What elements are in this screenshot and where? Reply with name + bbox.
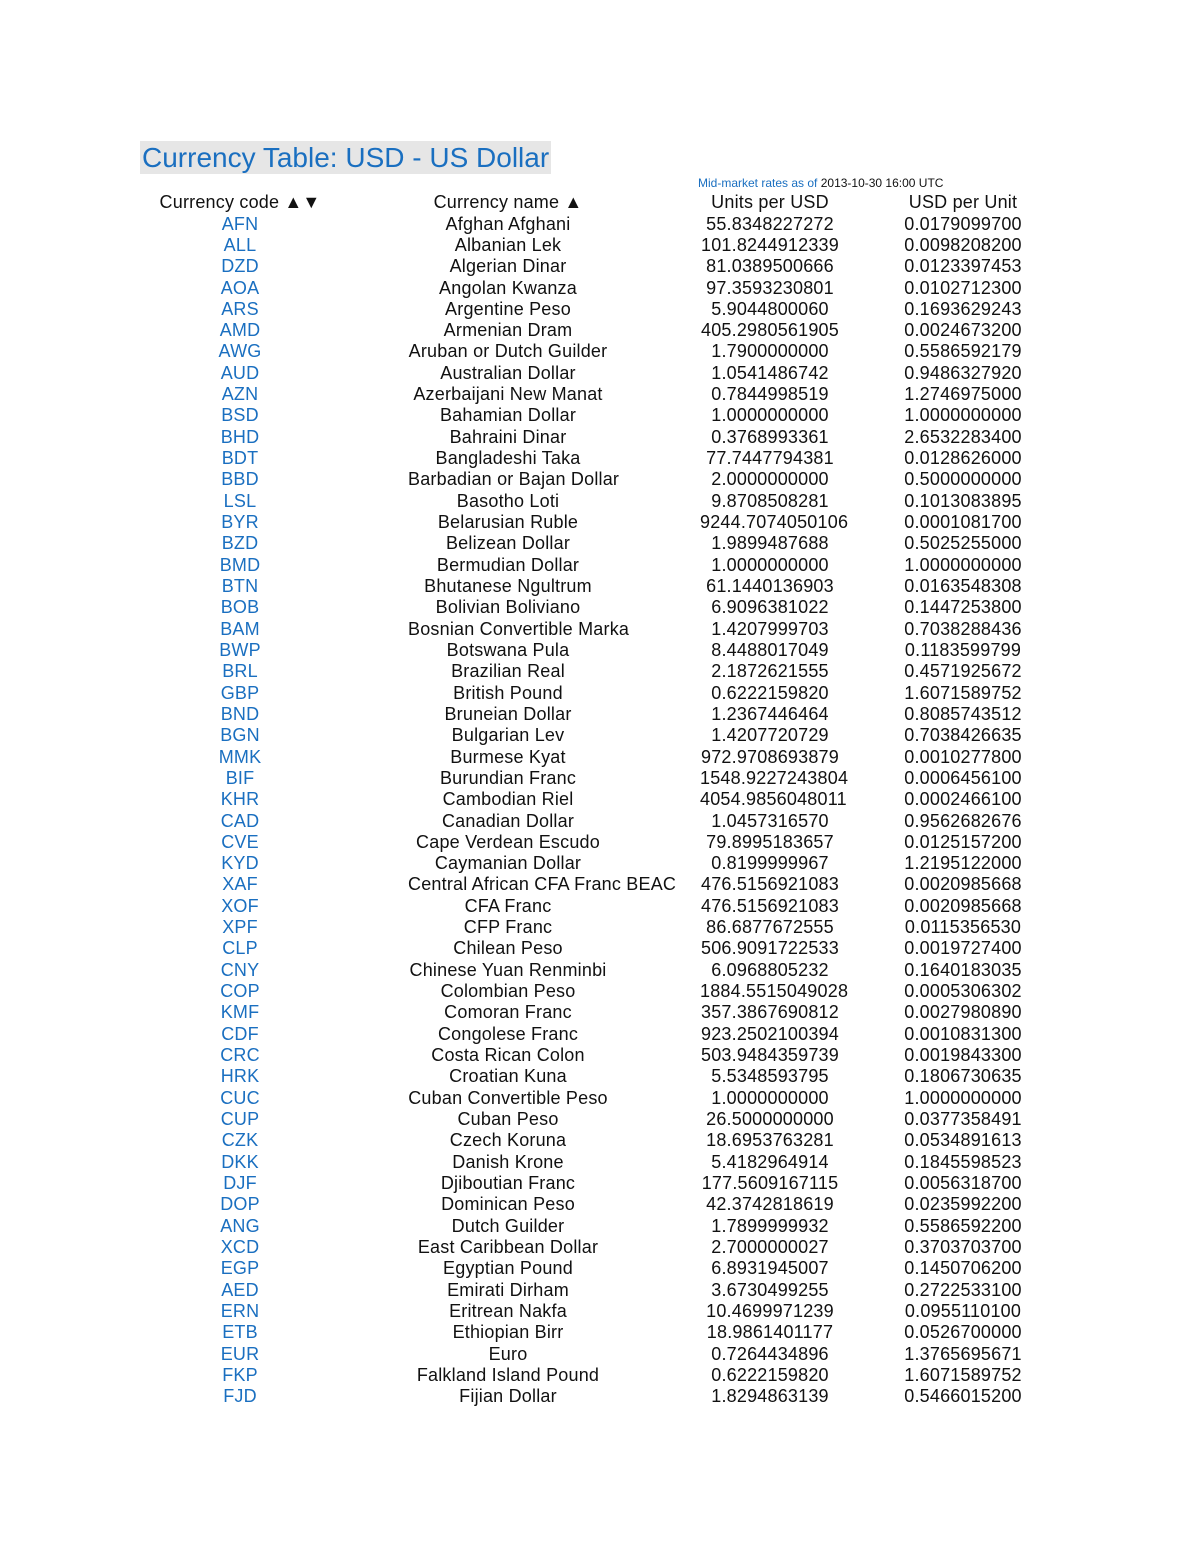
currency-name: Basotho Loti xyxy=(456,490,560,511)
table-row xyxy=(140,1024,1060,1045)
table-row xyxy=(140,640,1060,661)
units-per-usd: 1.9899487688 xyxy=(711,533,829,554)
table-row xyxy=(140,320,1060,341)
rates-timestamp-value: 2013-10-30 16:00 UTC xyxy=(820,176,944,190)
usd-per-unit: 0.0534891613 xyxy=(904,1130,1022,1151)
currency-name: Canadian Dollar xyxy=(441,810,575,831)
table-row xyxy=(140,704,1060,725)
currency-name: Bruneian Dollar xyxy=(444,703,572,724)
table-row xyxy=(140,1258,1060,1279)
currency-code-link[interactable]: BZD xyxy=(221,533,259,554)
table-row xyxy=(140,981,1060,1002)
units-per-usd: 1.7899999932 xyxy=(711,1215,829,1236)
currency-name: Cape Verdean Escudo xyxy=(416,831,600,852)
currency-name: Dominican Peso xyxy=(441,1194,575,1215)
currency-code-link[interactable]: BDT xyxy=(221,448,259,468)
table-row xyxy=(140,1301,1060,1322)
currency-code-link[interactable]: BMD xyxy=(219,554,261,575)
currency-name: Afghan Afghani xyxy=(445,213,571,234)
table-row xyxy=(140,683,1060,704)
currency-code-link[interactable]: XAF xyxy=(222,874,258,895)
currency-code-link[interactable]: BYR xyxy=(221,512,259,532)
currency-code-link[interactable]: AZN xyxy=(221,384,259,405)
currency-code-link[interactable]: DJF xyxy=(223,1172,257,1193)
currency-code-link[interactable]: AOA xyxy=(220,277,260,298)
currency-name: Australian Dollar xyxy=(440,362,576,383)
table-row xyxy=(140,512,1060,533)
units-per-usd: 2.0000000000 xyxy=(711,469,829,490)
currency-name: Angolan Kwanza xyxy=(439,277,577,298)
table-row xyxy=(140,576,1060,597)
units-per-usd: 2.1872621555 xyxy=(711,661,829,682)
table-row xyxy=(140,1066,1060,1087)
currency-name: Bahamian Dollar xyxy=(439,405,577,426)
currency-code-link[interactable]: ANG xyxy=(220,1215,260,1236)
usd-per-unit: 0.5000000000 xyxy=(904,469,1022,490)
currency-name: CFP Franc xyxy=(463,917,553,938)
table-row xyxy=(140,469,1060,490)
currency-name: Colombian Peso xyxy=(440,981,576,1001)
units-per-usd: 1.7900000000 xyxy=(711,341,829,362)
currency-name: Congolese Franc xyxy=(437,1023,579,1044)
currency-code-link[interactable]: BWP xyxy=(219,639,261,660)
table-row xyxy=(140,725,1060,746)
currency-name: Cuban Peso xyxy=(457,1108,559,1129)
rates-timestamp-label: Mid-market rates as of xyxy=(698,176,818,190)
currency-name: Belizean Dollar xyxy=(445,533,571,554)
units-per-usd: 923.2502100394 xyxy=(701,1023,839,1044)
usd-per-unit: 0.0102712300 xyxy=(904,277,1022,298)
units-per-usd: 2.7000000027 xyxy=(711,1236,829,1257)
table-row xyxy=(140,896,1060,917)
units-per-usd: 506.9091722533 xyxy=(701,938,839,959)
table-row xyxy=(140,853,1060,874)
currency-code-link[interactable]: EUR xyxy=(220,1343,260,1364)
units-per-usd: 101.8244912339 xyxy=(701,234,839,255)
currency-code-link[interactable]: MMK xyxy=(218,746,262,767)
usd-per-unit: 0.0377358491 xyxy=(904,1108,1022,1129)
currency-code-link[interactable]: ARS xyxy=(221,298,259,319)
currency-code-link[interactable]: CRC xyxy=(220,1045,260,1065)
currency-name: Cuban Convertible Peso xyxy=(408,1087,608,1108)
units-per-usd: 405.2980561905 xyxy=(701,320,839,341)
usd-per-unit: 0.0235992200 xyxy=(904,1194,1022,1215)
currency-code-link[interactable]: GBP xyxy=(220,682,260,703)
currency-name: Czech Koruna xyxy=(449,1130,567,1151)
currency-name: Bulgarian Lev xyxy=(451,725,565,746)
usd-per-unit: 0.1640183035 xyxy=(904,959,1022,980)
header-currency-code-label: Currency code xyxy=(159,192,280,212)
usd-per-unit: 1.3765695671 xyxy=(904,1343,1022,1364)
table-row xyxy=(140,299,1060,320)
currency-name: Bosnian Convertible Marka xyxy=(408,618,630,639)
currency-name: Barbadian or Bajan Dollar xyxy=(408,469,620,490)
units-per-usd: 1.0457316570 xyxy=(711,810,829,831)
currency-code-link[interactable]: COP xyxy=(220,981,260,1001)
currency-code-link[interactable]: AMD xyxy=(219,320,261,341)
currency-name: Cambodian Riel xyxy=(442,789,574,810)
table-row xyxy=(140,427,1060,448)
usd-per-unit: 0.0010277800 xyxy=(904,746,1022,767)
units-per-usd: 1.4207999703 xyxy=(711,618,829,639)
usd-per-unit: 0.9562682676 xyxy=(904,810,1022,831)
units-per-usd: 5.4182964914 xyxy=(711,1151,829,1172)
units-per-usd: 97.3593230801 xyxy=(706,277,834,298)
currency-code-link[interactable]: LSL xyxy=(223,490,257,511)
units-per-usd: 5.5348593795 xyxy=(711,1066,829,1087)
table-row xyxy=(140,1386,1060,1407)
units-per-usd: 1884.5515049028 xyxy=(700,981,849,1001)
currency-code-link[interactable]: CUC xyxy=(220,1087,260,1108)
table-row xyxy=(140,341,1060,362)
usd-per-unit: 0.0020985668 xyxy=(904,874,1022,895)
usd-per-unit: 0.1013083895 xyxy=(904,490,1022,511)
currency-code-link[interactable]: KMF xyxy=(220,1002,260,1023)
currency-name: CFA Franc xyxy=(464,895,552,916)
table-row xyxy=(140,874,1060,895)
table-row xyxy=(140,235,1060,256)
units-per-usd: 9244.7074050106 xyxy=(700,512,849,532)
units-per-usd: 6.0968805232 xyxy=(711,959,829,980)
units-per-usd: 0.8199999967 xyxy=(711,853,829,874)
units-per-usd: 476.5156921083 xyxy=(701,874,839,895)
currency-name: Comoran Franc xyxy=(444,1002,572,1023)
table-row xyxy=(140,384,1060,405)
currency-code-link[interactable]: KHR xyxy=(220,789,260,810)
usd-per-unit: 0.8085743512 xyxy=(904,703,1022,724)
currency-name: Chilean Peso xyxy=(453,938,563,959)
table-row xyxy=(140,491,1060,512)
currency-name: Bhutanese Ngultrum xyxy=(424,575,592,596)
units-per-usd: 5.9044800060 xyxy=(711,298,829,319)
usd-per-unit: 0.0002466100 xyxy=(904,789,1022,810)
currency-code-link[interactable]: FJD xyxy=(223,1386,257,1407)
usd-per-unit: 0.0001081700 xyxy=(904,512,1022,532)
currency-code-link[interactable]: BBD xyxy=(221,469,259,490)
usd-per-unit: 0.2722533100 xyxy=(904,1279,1022,1300)
table-row xyxy=(140,448,1060,469)
units-per-usd: 177.5609167115 xyxy=(701,1172,839,1193)
currency-name: Albanian Lek xyxy=(454,234,562,255)
units-per-usd: 503.9484359739 xyxy=(701,1045,839,1065)
usd-per-unit: 0.0125157200 xyxy=(904,831,1022,852)
units-per-usd: 1.4207720729 xyxy=(711,725,829,746)
currency-code-link[interactable]: XOF xyxy=(221,895,259,916)
units-per-usd: 4054.9856048011 xyxy=(700,789,847,810)
usd-per-unit: 0.0024673200 xyxy=(904,320,1022,341)
units-per-usd: 18.9861401177 xyxy=(706,1322,834,1343)
usd-per-unit: 1.6071589752 xyxy=(904,1364,1022,1385)
units-per-usd: 26.5000000000 xyxy=(706,1108,834,1129)
currency-name: Armenian Dram xyxy=(443,320,573,341)
table-row xyxy=(140,747,1060,768)
table-row xyxy=(140,1237,1060,1258)
usd-per-unit: 0.0006456100 xyxy=(904,767,1022,788)
table-row xyxy=(140,1152,1060,1173)
table-row xyxy=(140,1216,1060,1237)
units-per-usd: 0.6222159820 xyxy=(711,682,829,703)
units-per-usd: 1548.9227243804 xyxy=(700,767,849,788)
table-row xyxy=(140,619,1060,640)
currency-name: Ethiopian Birr xyxy=(452,1322,564,1343)
currency-code-link[interactable]: BGN xyxy=(220,725,260,746)
header-currency-name xyxy=(408,192,608,213)
currency-code-link[interactable]: ETB xyxy=(222,1322,258,1343)
usd-per-unit: 0.0020985668 xyxy=(904,895,1022,916)
usd-per-unit: 0.5025255000 xyxy=(904,533,1022,554)
currency-code-link[interactable]: CZK xyxy=(221,1130,259,1151)
table-row xyxy=(140,768,1060,789)
units-per-usd: 3.6730499255 xyxy=(711,1279,829,1300)
units-per-usd: 0.7264434896 xyxy=(711,1343,829,1364)
usd-per-unit: 0.1693629243 xyxy=(904,298,1022,319)
usd-per-unit: 1.6071589752 xyxy=(904,682,1022,703)
currency-code-link[interactable]: CAD xyxy=(220,810,260,831)
table-row xyxy=(140,1280,1060,1301)
currency-name: Eritrean Nakfa xyxy=(449,1300,567,1321)
usd-per-unit: 0.0005306302 xyxy=(904,981,1022,1001)
units-per-usd: 476.5156921083 xyxy=(701,895,839,916)
usd-per-unit: 1.2746975000 xyxy=(904,384,1022,405)
usd-per-unit: 0.0056318700 xyxy=(904,1172,1022,1193)
usd-per-unit: 0.5586592179 xyxy=(904,341,1022,362)
currency-name: Caymanian Dollar xyxy=(434,853,582,874)
usd-per-unit: 0.0163548308 xyxy=(904,575,1022,596)
table-row xyxy=(140,597,1060,618)
usd-per-unit: 1.0000000000 xyxy=(904,405,1022,426)
table-row xyxy=(140,1130,1060,1151)
usd-per-unit: 1.0000000000 xyxy=(904,554,1022,575)
units-per-usd: 1.0541486742 xyxy=(711,362,829,383)
currency-name: Fijian Dollar xyxy=(459,1386,557,1407)
units-per-usd: 1.0000000000 xyxy=(711,1087,829,1108)
currency-code-link[interactable]: HRK xyxy=(220,1066,260,1087)
usd-per-unit: 1.0000000000 xyxy=(904,1087,1022,1108)
units-per-usd: 1.0000000000 xyxy=(711,554,829,575)
table-row xyxy=(140,811,1060,832)
currency-code-link[interactable]: EGP xyxy=(220,1258,260,1279)
usd-per-unit: 0.0955110100 xyxy=(904,1300,1022,1321)
currency-code-link[interactable]: BIF xyxy=(225,767,255,788)
currency-name: Emirati Dirham xyxy=(447,1279,569,1300)
usd-per-unit: 0.3703703700 xyxy=(904,1236,1022,1257)
header-currency-name-label: Currency name xyxy=(433,192,560,212)
units-per-usd: 1.0000000000 xyxy=(711,405,829,426)
sort-code-icon[interactable]: ▲▼ xyxy=(284,192,321,212)
usd-per-unit: 0.0179099700 xyxy=(904,213,1022,234)
currency-code-link[interactable]: BRL xyxy=(222,661,258,682)
sort-name-icon[interactable]: ▲ xyxy=(564,192,583,212)
usd-per-unit: 0.0115356530 xyxy=(904,917,1022,938)
currency-name: Dutch Guilder xyxy=(451,1215,565,1236)
currency-code-link[interactable]: BND xyxy=(220,703,260,724)
currency-name: Croatian Kuna xyxy=(449,1066,567,1087)
table-row xyxy=(140,917,1060,938)
units-per-usd: 1.2367446464 xyxy=(711,703,829,724)
currency-code-link[interactable]: BOB xyxy=(220,597,260,618)
header-currency-code xyxy=(140,192,340,213)
currency-code-link[interactable]: BHD xyxy=(220,426,260,447)
table-row xyxy=(140,1365,1060,1386)
currency-name: Bahraini Dinar xyxy=(449,426,567,447)
units-per-usd: 6.9096381022 xyxy=(711,597,829,618)
currency-name: Bolivian Boliviano xyxy=(435,597,581,618)
currency-name: Botswana Pula xyxy=(446,639,570,660)
currency-name: Falkland Island Pound xyxy=(416,1364,600,1385)
table-row xyxy=(140,661,1060,682)
currency-code-link[interactable]: AWG xyxy=(218,341,262,362)
units-per-usd: 8.4488017049 xyxy=(711,639,829,660)
currency-code-link[interactable]: FKP xyxy=(222,1364,258,1385)
currency-code-link[interactable]: BAM xyxy=(220,618,260,639)
usd-per-unit: 0.1183599799 xyxy=(904,639,1022,660)
currency-name: East Caribbean Dollar xyxy=(417,1236,599,1257)
table-row xyxy=(140,938,1060,959)
currency-name: Chinese Yuan Renminbi xyxy=(409,959,607,980)
table-row xyxy=(140,1173,1060,1194)
currency-name: British Pound xyxy=(453,682,563,703)
currency-code-link[interactable]: DOP xyxy=(220,1194,260,1215)
usd-per-unit: 0.0019727400 xyxy=(904,938,1022,959)
table-row xyxy=(140,1322,1060,1343)
page-title: Currency Table: USD - US Dollar xyxy=(142,142,550,173)
table-row xyxy=(140,1045,1060,1066)
currency-name: Bangladeshi Taka xyxy=(435,448,581,468)
units-per-usd: 10.4699971239 xyxy=(706,1300,834,1321)
currency-code-link[interactable]: AFN xyxy=(221,213,259,234)
units-per-usd: 972.9708693879 xyxy=(701,746,839,767)
table-row xyxy=(140,1344,1060,1365)
currency-name: Burmese Kyat xyxy=(450,746,566,767)
usd-per-unit: 1.2195122000 xyxy=(904,853,1022,874)
table-row xyxy=(140,960,1060,981)
currency-code-link[interactable]: CVE xyxy=(221,831,259,852)
usd-per-unit: 0.1806730635 xyxy=(904,1066,1022,1087)
currency-code-link[interactable]: BTN xyxy=(221,575,259,596)
table-row xyxy=(140,363,1060,384)
usd-per-unit: 0.0123397453 xyxy=(904,256,1022,277)
table-row xyxy=(140,832,1060,853)
currency-name: Burundian Franc xyxy=(439,767,577,788)
usd-per-unit: 0.0010831300 xyxy=(904,1023,1022,1044)
currency-name: Brazilian Real xyxy=(451,661,565,682)
units-per-usd: 86.6877672555 xyxy=(706,917,834,938)
usd-per-unit: 0.0019843300 xyxy=(904,1045,1022,1065)
table-row xyxy=(140,256,1060,277)
currency-name: Egyptian Pound xyxy=(443,1258,573,1279)
currency-name: Argentine Peso xyxy=(445,298,571,319)
currency-name: Euro xyxy=(488,1343,528,1364)
units-per-usd: 77.7447794381 xyxy=(706,448,834,468)
units-per-usd: 42.3742818619 xyxy=(706,1194,834,1215)
currency-name: Algerian Dinar xyxy=(449,256,567,277)
table-row xyxy=(140,405,1060,426)
currency-code-link[interactable]: CLP xyxy=(222,938,258,959)
currency-code-link[interactable]: KYD xyxy=(221,853,259,874)
table-row xyxy=(140,278,1060,299)
currency-name: Central African CFA Franc BEAC xyxy=(408,874,677,895)
currency-code-link[interactable]: AUD xyxy=(220,362,260,383)
currency-name: Bermudian Dollar xyxy=(436,554,580,575)
units-per-usd: 61.1440136903 xyxy=(706,575,834,596)
units-per-usd: 9.8708508281 xyxy=(711,490,829,511)
units-per-usd: 6.8931945007 xyxy=(711,1258,829,1279)
usd-per-unit: 0.0098208200 xyxy=(904,234,1022,255)
usd-per-unit: 0.7038426635 xyxy=(904,725,1022,746)
usd-per-unit: 0.0128626000 xyxy=(904,448,1022,468)
header-usd-per-unit: USD per Unit xyxy=(908,192,1018,212)
units-per-usd: 18.6953763281 xyxy=(706,1130,834,1151)
currency-code-link[interactable]: CNY xyxy=(220,959,260,980)
units-per-usd: 0.3768993361 xyxy=(711,426,829,447)
table-row xyxy=(140,1002,1060,1023)
currency-code-link[interactable]: ERN xyxy=(220,1300,260,1321)
usd-per-unit: 0.4571925672 xyxy=(904,661,1022,682)
usd-per-unit: 0.0027980890 xyxy=(904,1002,1022,1023)
currency-code-link[interactable]: BSD xyxy=(221,405,259,426)
usd-per-unit: 0.5466015200 xyxy=(904,1386,1022,1407)
usd-per-unit: 0.0526700000 xyxy=(904,1322,1022,1343)
currency-code-link[interactable]: AED xyxy=(221,1279,259,1300)
usd-per-unit: 0.1450706200 xyxy=(904,1258,1022,1279)
table-row xyxy=(140,1194,1060,1215)
table-row xyxy=(140,1088,1060,1109)
table-header xyxy=(140,192,1060,213)
usd-per-unit: 0.5586592200 xyxy=(904,1215,1022,1236)
table-row xyxy=(140,214,1060,235)
table-row xyxy=(140,555,1060,576)
currency-name: Azerbaijani New Manat xyxy=(413,384,603,405)
header-units-per-usd: Units per USD xyxy=(711,192,829,212)
currency-name: Belarusian Ruble xyxy=(437,512,579,532)
usd-per-unit: 2.6532283400 xyxy=(904,426,1022,447)
currency-name: Aruban or Dutch Guilder xyxy=(408,341,608,362)
units-per-usd: 0.7844998519 xyxy=(711,384,829,405)
table-row xyxy=(140,533,1060,554)
rates-timestamp xyxy=(698,175,943,191)
currency-code-link[interactable]: DKK xyxy=(221,1151,259,1172)
currency-name: Costa Rican Colon xyxy=(431,1045,585,1065)
currency-name: Djiboutian Franc xyxy=(440,1172,576,1193)
units-per-usd: 357.3867690812 xyxy=(701,1002,839,1023)
table-row xyxy=(140,789,1060,810)
table-row xyxy=(140,1109,1060,1130)
currency-code-link[interactable]: XCD xyxy=(220,1236,260,1257)
currency-code-link[interactable]: DZD xyxy=(221,256,259,277)
units-per-usd: 1.8294863139 xyxy=(711,1386,829,1407)
units-per-usd: 0.6222159820 xyxy=(711,1364,829,1385)
usd-per-unit: 0.1845598523 xyxy=(904,1151,1022,1172)
units-per-usd: 81.0389500666 xyxy=(706,256,834,277)
currency-code-link[interactable]: CDF xyxy=(221,1023,259,1044)
units-per-usd: 79.8995183657 xyxy=(706,831,834,852)
units-per-usd: 55.8348227272 xyxy=(706,213,834,234)
currency-code-link[interactable]: XPF xyxy=(222,917,258,938)
currency-code-link[interactable]: ALL xyxy=(223,234,257,255)
usd-per-unit: 0.7038288436 xyxy=(904,618,1022,639)
usd-per-unit: 0.9486327920 xyxy=(904,362,1022,383)
currency-name: Danish Krone xyxy=(452,1151,564,1172)
currency-code-link[interactable]: CUP xyxy=(220,1108,260,1129)
usd-per-unit: 0.1447253800 xyxy=(904,597,1022,618)
